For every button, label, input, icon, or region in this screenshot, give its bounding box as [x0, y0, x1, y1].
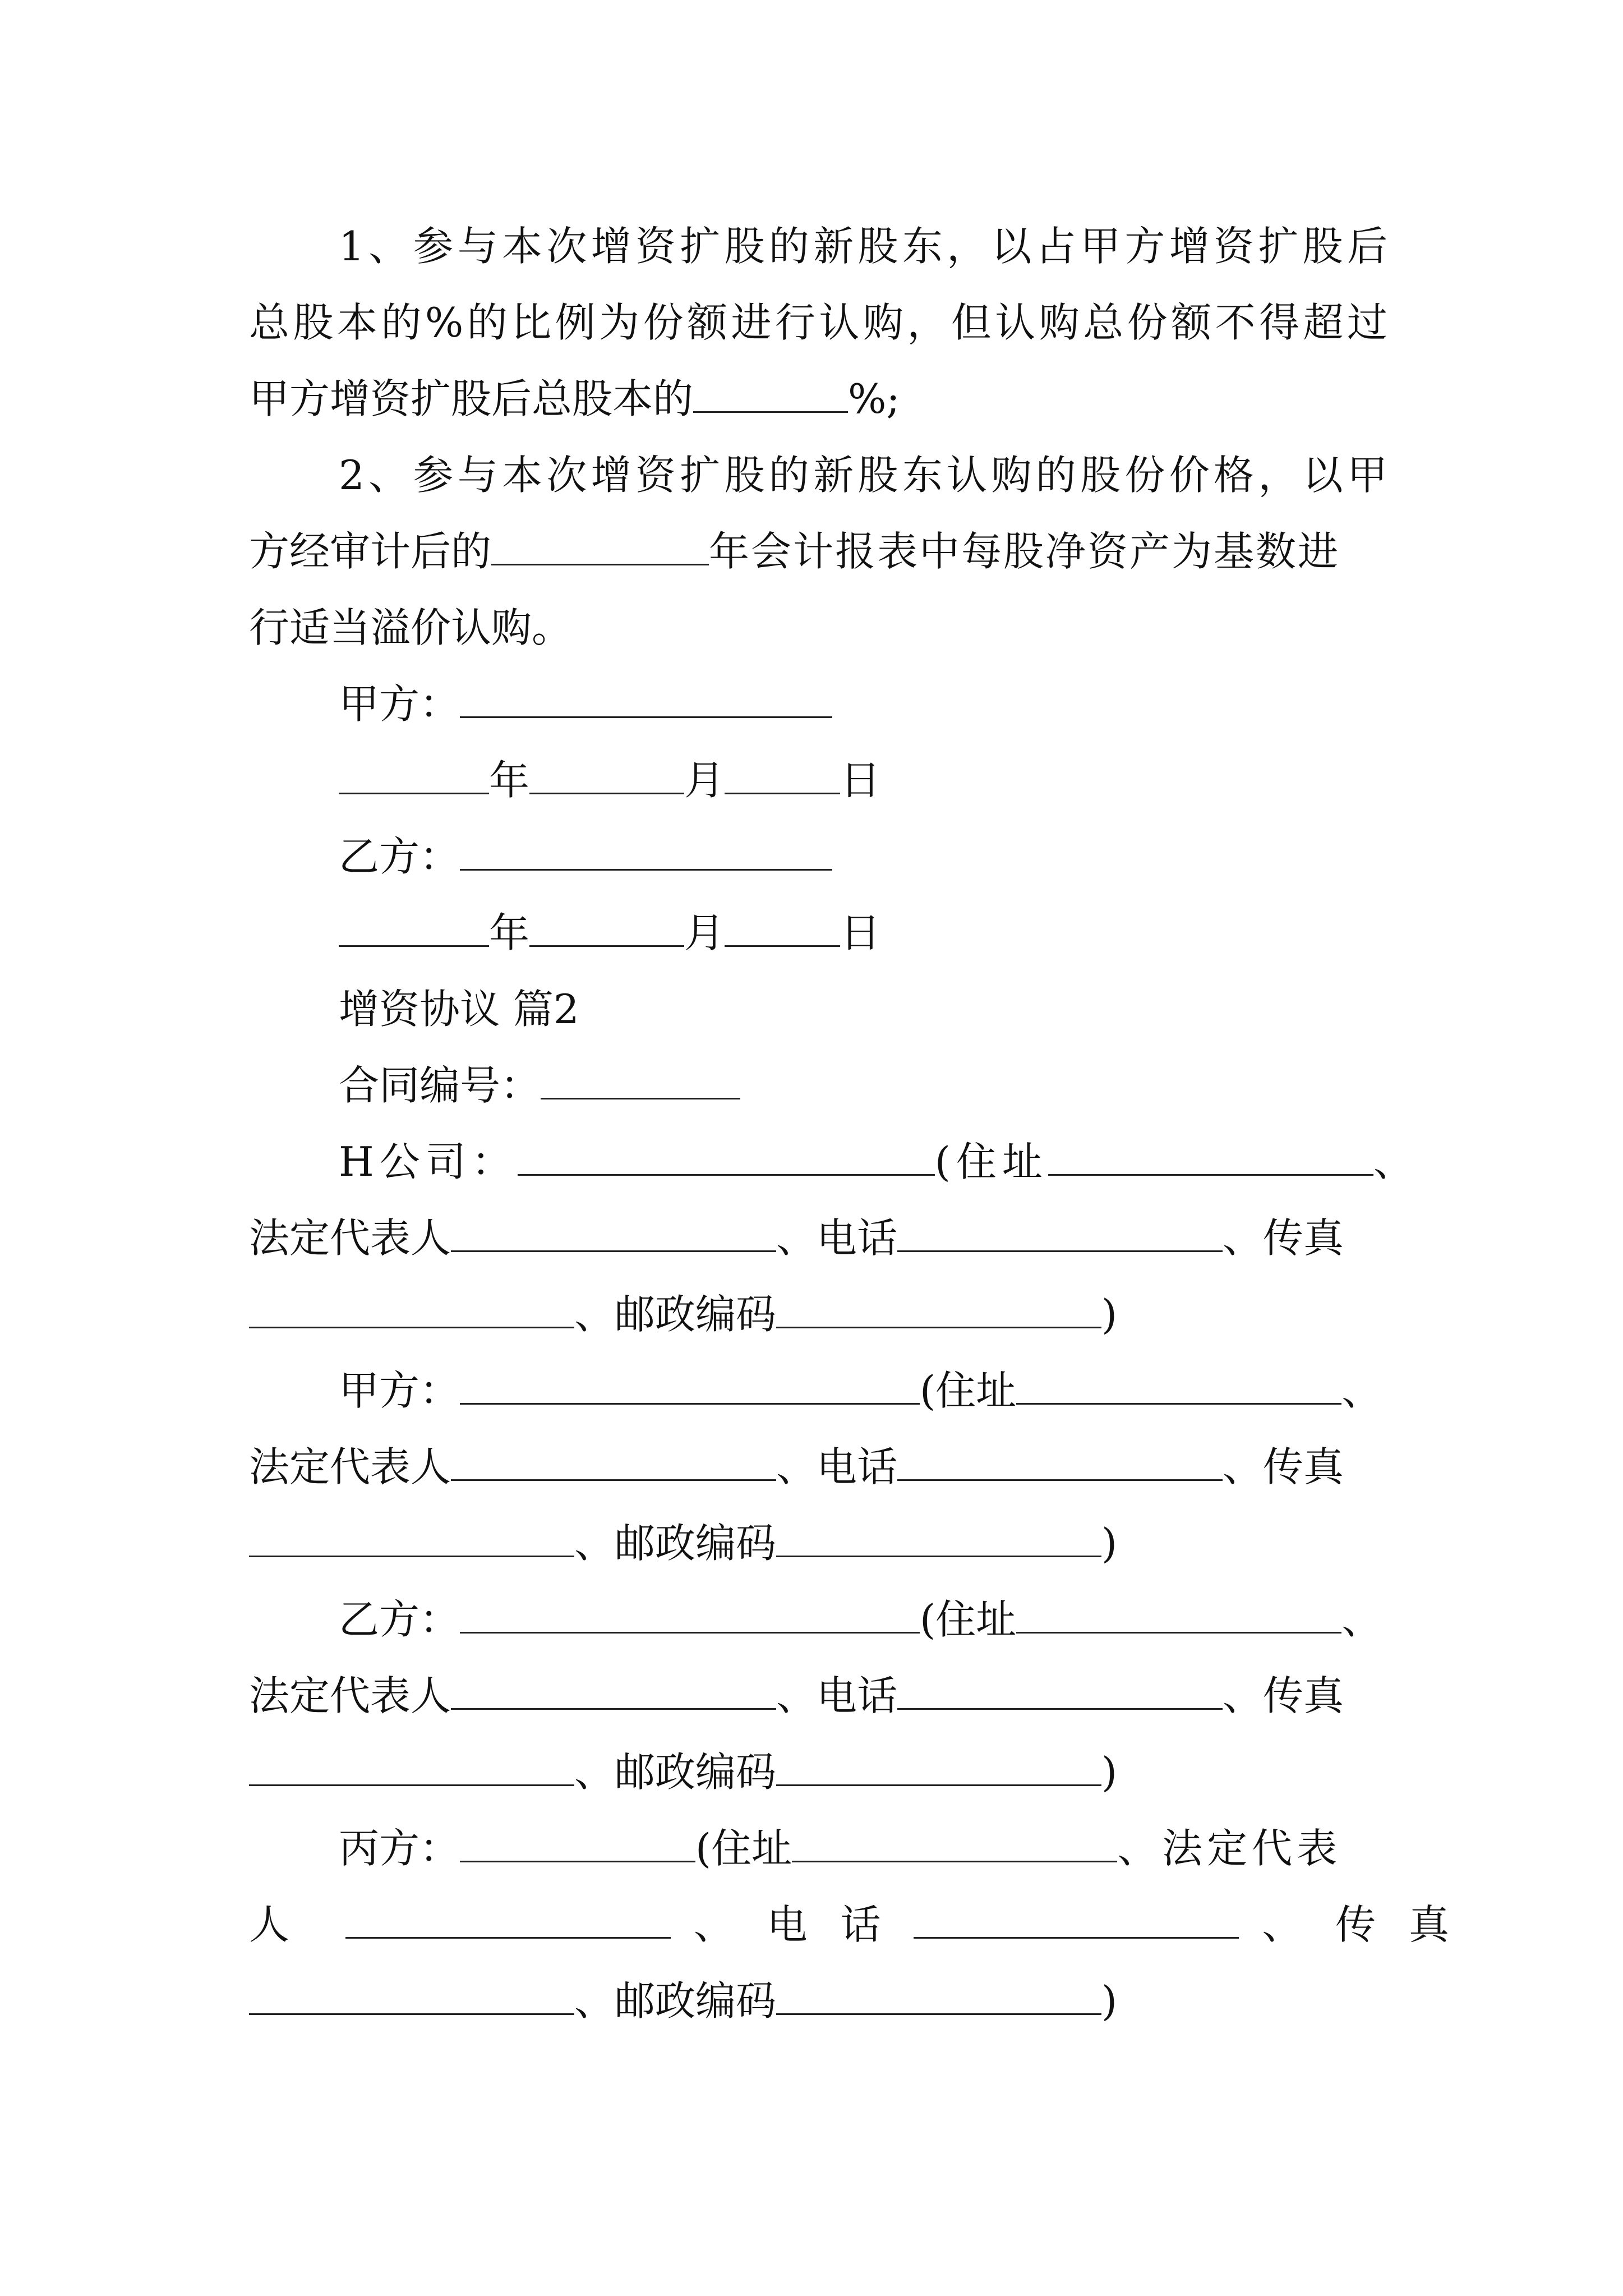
sign-party-b-label: 乙方： [339, 833, 460, 880]
fax-label: 、 传 真 [1262, 1901, 1460, 1948]
h-company-line-2 [249, 1207, 1387, 1269]
legal-rep-blank [345, 1894, 671, 1939]
close-paren: ) [1101, 1749, 1118, 1796]
sign-party-b [339, 826, 1387, 887]
postal-code-blank [776, 1971, 1101, 2015]
paragraph-2-line-2-text-a: 方经审计后的 [249, 528, 492, 575]
party-a-line-1 [339, 1360, 1387, 1421]
party-c-label: 丙方： [339, 1825, 460, 1872]
legal-rep-blank [451, 1208, 776, 1252]
paragraph-2-line-3: 行适当溢价认购。 [249, 604, 573, 651]
fax-blank [249, 1513, 574, 1557]
address-label: (住址 [934, 1138, 1048, 1185]
postal-code-blank [776, 1284, 1101, 1328]
h-company-label: H公司： [339, 1138, 518, 1185]
paragraph-2-line-2-text-b: 年会计报表中每股净资产为基数进 [709, 528, 1340, 575]
close-paren: ) [1101, 1977, 1118, 2024]
paragraph-1-line-3-text: 甲方增资扩股后总股本的 [249, 375, 694, 422]
share-percent-blank [693, 369, 848, 413]
legal-rep-person: 人 [249, 1901, 300, 1948]
day-blank [725, 750, 840, 794]
party-b-line-2 [249, 1665, 1387, 1727]
sign-party-b-blank [460, 826, 832, 871]
day-label: 日 [840, 757, 881, 804]
comma: 、 [1341, 1367, 1382, 1414]
legal-rep-label: 法定代表人 [249, 1214, 451, 1262]
close-paren: ) [1101, 1291, 1118, 1338]
fax-blank [249, 1971, 574, 2015]
phone-label: 、电话 [776, 1443, 898, 1490]
address-label: (住址 [920, 1367, 1017, 1414]
party-a-line-2 [249, 1436, 1387, 1498]
section-2-title: 增资协议 篇2 [339, 986, 579, 1033]
address-blank [1048, 1131, 1373, 1176]
party-b-line-1 [339, 1589, 1387, 1650]
legal-rep-label: 法定代表人 [249, 1443, 451, 1490]
audit-year-blank [491, 521, 709, 565]
comma: 、 [1373, 1138, 1419, 1185]
paragraph-2-line-1: 2、参与本次增资扩股的新股东认购的股份价格，以甲 [339, 452, 1387, 499]
address-label: (住址 [695, 1825, 792, 1872]
address-blank [792, 1818, 1117, 1862]
month-blank [529, 750, 684, 794]
party-c-line-1 [339, 1818, 1387, 1879]
fax-label: 、传真 [1223, 1672, 1344, 1719]
year-label: 年 [489, 909, 530, 956]
paragraph-1-line-3 [249, 368, 1387, 430]
postal-code-label: 、邮政编码 [574, 1977, 777, 2024]
phone-blank [914, 1894, 1239, 1939]
sign-date-a [339, 749, 1387, 811]
fax-label: 、传真 [1223, 1443, 1344, 1490]
phone-label: 、 电 话 [693, 1901, 891, 1948]
party-b-line-3 [249, 1741, 1387, 1803]
contract-number-label: 合同编号： [339, 1062, 541, 1109]
h-company-line-1 [339, 1131, 1419, 1193]
fax-blank [249, 1742, 574, 1786]
postal-code-label: 、邮政编码 [574, 1291, 777, 1338]
comma: 、 [1341, 1596, 1382, 1643]
phone-blank [897, 1665, 1223, 1710]
phone-label: 、电话 [776, 1214, 898, 1262]
year-blank [339, 750, 489, 794]
party-a-label: 甲方： [339, 1367, 460, 1414]
party-b-name-blank [460, 1589, 920, 1634]
fax-blank [249, 1284, 574, 1328]
paragraph-2-line-2 [249, 521, 1387, 582]
month-blank [529, 903, 684, 947]
phone-blank [897, 1437, 1223, 1481]
year-label: 年 [489, 757, 530, 804]
address-blank [1016, 1360, 1341, 1405]
sign-date-b [339, 902, 1387, 964]
sign-party-a [339, 673, 1387, 735]
fax-label: 、传真 [1223, 1214, 1344, 1262]
month-label: 月 [684, 909, 725, 956]
postal-code-blank [776, 1513, 1101, 1557]
contract-number-line [339, 1055, 1387, 1116]
legal-rep-blank [451, 1437, 776, 1481]
party-c-line-3 [249, 1970, 1387, 2032]
day-label: 日 [840, 909, 881, 956]
postal-code-label: 、邮政编码 [574, 1749, 777, 1796]
phone-blank [897, 1208, 1223, 1252]
legal-rep-label-part: 、法定代表 [1117, 1825, 1342, 1872]
phone-label: 、电话 [776, 1672, 898, 1719]
sign-party-a-blank [460, 674, 832, 718]
day-blank [725, 903, 840, 947]
party-a-name-blank [460, 1360, 920, 1405]
sign-party-a-label: 甲方： [339, 680, 460, 728]
postal-code-blank [776, 1742, 1101, 1786]
party-c-line-2 [249, 1894, 1460, 1955]
address-label: (住址 [920, 1596, 1017, 1643]
close-paren: ) [1101, 1520, 1118, 1567]
contract-number-blank [541, 1055, 740, 1099]
postal-code-label: 、邮政编码 [574, 1520, 777, 1567]
percent-sign: %; [848, 375, 900, 422]
paragraph-1-line-1: 1、参与本次增资扩股的新股东，以占甲方增资扩股后 [339, 223, 1387, 270]
h-company-name-blank [518, 1131, 935, 1176]
year-blank [339, 903, 489, 947]
party-b-label: 乙方： [339, 1596, 460, 1643]
month-label: 月 [684, 757, 725, 804]
paragraph-1-line-2: 总股本的%的比例为份额进行认购，但认购总份额不得超过 [249, 299, 1387, 346]
address-blank [1016, 1589, 1341, 1634]
legal-rep-blank [451, 1665, 776, 1710]
party-c-name-blank [460, 1818, 695, 1862]
party-a-line-3 [249, 1512, 1387, 1574]
h-company-line-3 [249, 1283, 1387, 1345]
legal-rep-label: 法定代表人 [249, 1672, 451, 1719]
